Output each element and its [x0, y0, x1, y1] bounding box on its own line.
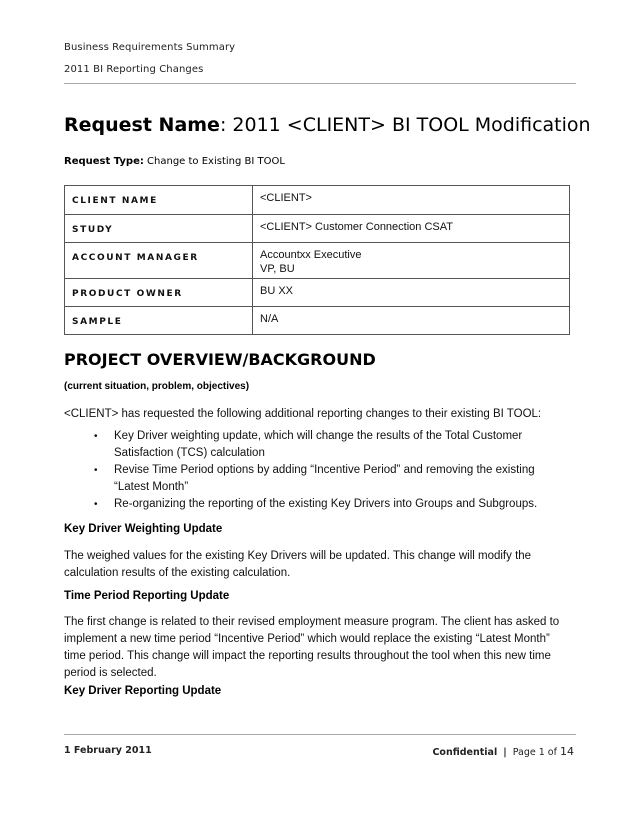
header-doc-title: Business Requirements Summary	[64, 42, 236, 53]
footer-separator: |	[503, 747, 507, 758]
request-name-label: Request Name	[64, 114, 220, 136]
subsection-heading: Key Driver Weighting Update	[64, 523, 223, 535]
request-name-value: 2011 <CLIENT> BI TOOL Modification	[226, 114, 591, 136]
table-key: ACCOUNT MANAGER	[65, 243, 253, 279]
table-row	[65, 243, 570, 279]
table-key: PRODUCT OWNER	[65, 279, 253, 307]
bullet-icon: •	[94, 465, 98, 476]
table-value	[253, 243, 570, 279]
subsection-heading: Time Period Reporting Update	[64, 590, 230, 602]
table-row	[65, 186, 570, 215]
table-value-line: N/A	[260, 313, 279, 325]
table-key: CLIENT NAME	[65, 186, 253, 215]
request-info-table	[64, 185, 570, 335]
footer-divider	[64, 734, 576, 735]
table-row	[65, 279, 570, 307]
list-item-text: Re-organizing the reporting of the existing Key Drivers into Groups and Subgroups.	[114, 498, 538, 510]
footer-page-prefix: Page 1 of	[512, 747, 557, 758]
table-key: STUDY	[65, 215, 253, 243]
section-title: PROJECT OVERVIEW/BACKGROUND	[64, 350, 376, 369]
overview-intro: <CLIENT> has requested the following additional reporting changes to their existing BI TOOL:	[64, 408, 542, 420]
request-type-value: Change to Existing BI TOOL	[143, 156, 285, 167]
table-value-line: <CLIENT>	[260, 192, 312, 204]
list-item-text: Revise Time Period options by adding “Incentive Period” and removing the existing “Latest Month”	[114, 464, 535, 493]
footer-page-total: 14	[560, 745, 574, 758]
footer-confidential: Confidential	[432, 747, 498, 758]
bullet-icon: •	[94, 431, 98, 442]
footer-page-info	[432, 745, 574, 758]
header-divider	[64, 83, 576, 84]
table-value	[253, 307, 570, 335]
table-value	[253, 215, 570, 243]
header-doc-subtitle: 2011 BI Reporting Changes	[64, 64, 204, 75]
request-name	[64, 114, 591, 136]
subsection-body: The weighed values for the existing Key Drivers will be updated. This change will modify the calculation results of the existing calculation.	[64, 550, 532, 579]
bullet-icon: •	[94, 499, 98, 510]
request-type-label: Request Type:	[64, 156, 144, 167]
request-name-colon: :	[219, 114, 227, 136]
table-value-line: VP, BU	[260, 263, 295, 275]
table-value	[253, 186, 570, 215]
section-subtitle: (current situation, problem, objectives)	[64, 381, 250, 392]
request-type	[64, 156, 285, 167]
table-value-line: BU XX	[260, 285, 294, 297]
table-value-line: Accountxx Executive	[260, 249, 362, 261]
table-row	[65, 215, 570, 243]
table-key: SAMPLE	[65, 307, 253, 335]
table-row	[65, 307, 570, 335]
table-value	[253, 279, 570, 307]
subsection-body: The first change is related to their revised employment measure program. The client has asked to implement a new time period “Incentive Period” which would replace the existing “Latest Month” time period. This change will impact the reporting results throughout the tool when this new time period is selected.	[64, 616, 560, 679]
footer-date: 1 February 2011	[64, 745, 152, 756]
list-item-text: Key Driver weighting update, which will change the results of the Total Customer Satisfaction (TCS) calculation	[114, 430, 523, 459]
table-value-line: <CLIENT> Customer Connection CSAT	[260, 221, 453, 233]
subsection-heading: Key Driver Reporting Update	[64, 685, 222, 697]
